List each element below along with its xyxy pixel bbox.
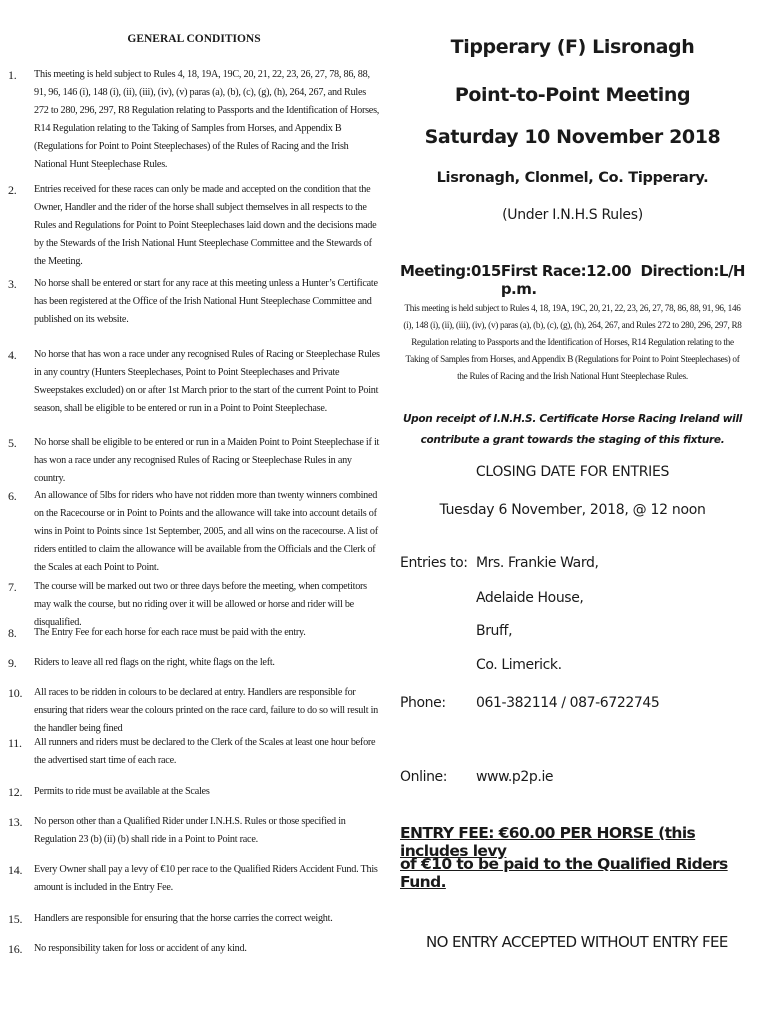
entries-address-line: Adelaide House, [476, 590, 584, 606]
meeting-location: Lisronagh, Clonmel, Co. Tipperary. [436, 170, 709, 186]
condition-number: 15. [8, 912, 23, 926]
phone-label: Phone: [400, 695, 446, 711]
general-conditions-title: GENERAL CONDITIONS [127, 33, 261, 45]
condition-text: The course will be marked out two or three days before the meeting, when competitors may walk the course, but no riding over it will be allowed or horse and rider will be disqualified. [34, 581, 367, 628]
meeting-title: Tipperary (F) Lisronagh [450, 36, 695, 58]
entries-address-line: Bruff, [476, 623, 513, 639]
closing-date-heading: CLOSING DATE FOR ENTRIES [475, 464, 670, 480]
no-entry-notice: NO ENTRY ACCEPTED WITHOUT ENTRY FEE [426, 933, 728, 951]
condition-item [8, 66, 380, 174]
condition-number: 6. [8, 489, 17, 503]
first-race-time: First Race:12.00 p.m. [500, 262, 632, 298]
condition-number: 5. [8, 436, 17, 450]
closing-date-value: Tuesday 6 November, 2018, @ 12 noon [439, 502, 706, 518]
condition-text: All runners and riders must be declared to the Clerk of the Scales at least one hour before the advertised start time of each race. [34, 737, 376, 766]
condition-text: No horse that has won a race under any recognised Rules of Racing or Steeplechase Rules in any country (Hunters Steeplechases, Point to Point Steeplechases and Private Sweepstakes excluded) on or after 1st March prior to the start of the current Point to Point season, shall be eligible to be entered or run in a Point to Point Steeplechase. [34, 349, 380, 414]
condition-number: 14. [8, 863, 23, 877]
condition-item [8, 940, 380, 958]
condition-text: The Entry Fee for each horse for each race must be paid with the entry. [34, 627, 306, 638]
rules-paragraph: This meeting is held subject to Rules 4, 18, 19A, 19C, 20, 21, 22, 23, 26, 27, 78, 86, 88, 91, 96, 146 (i), 148 (i), (ii), (iii), (iv), (v) paras (a), (b), (c), (g), (h), 264, 267, and Rules 272 to 280, 296, 297, R8 Regulation relating to Passports and the Identification of Horses, R14 Regulation relating to the Taking of Samples from Horses, and Appendix B (Regulations for Point to Point Steeplechases) of the Rules of Racing and the Irish National Hunt Steeplechase Rules. [403, 303, 742, 381]
condition-text: This meeting is held subject to Rules 4, 18, 19A, 19C, 20, 21, 22, 23, 26, 27, 78, 86, 88, 91, 96, 146 (i), 148 (i), (ii), (iii), (iv), (v) paras (a), (b), (c), (g), (h), 264, 267, and Rules 272 to 280, 296, 297, R8 Regulation relating to Passports and the Identification of Horses, R14 Regulation relating to the Taking of Samples from Horses, and Appendix B (Regulations for Point to Point Steeplechases) of the Rules of Racing and the Irish National Hunt Steeplechase Rules. [34, 69, 380, 170]
condition-text: Every Owner shall pay a levy of €10 per race to the Qualified Riders Accident Fund. This amount is included in the Entry Fee. [34, 864, 378, 893]
condition-text: Entries received for these races can only be made and accepted on the condition that the Owner, Handler and the rider of the horse shall subject themselves in all respects to the Rules and Regulations for Point to Point Steeplechases laid down and the decisions made by the Stewards of the Irish National Hunt Steeplechase Committee and the Stewards of the Meeting. [34, 184, 377, 267]
condition-number: 4. [8, 348, 17, 362]
condition-text: Permits to ride must be available at the Scales [34, 786, 210, 797]
phone-value: 061-382114 / 087-6722745 [476, 695, 660, 711]
condition-item [8, 275, 380, 329]
condition-text: No horse shall be entered or start for any race at this meeting unless a Hunter’s Certificate has been registered at the Office of the Irish National Hunt Steeplechase Committee and published on its website. [34, 278, 378, 325]
entries-address-line: Mrs. Frankie Ward, [476, 555, 599, 571]
condition-number: 12. [8, 785, 23, 799]
rules-note: (Under I.N.H.S Rules) [502, 207, 643, 223]
condition-number: 1. [8, 68, 17, 82]
entries-address-line: Co. Limerick. [476, 657, 562, 673]
condition-number: 10. [8, 686, 23, 700]
condition-item [8, 487, 380, 577]
condition-item [8, 861, 380, 897]
online-link[interactable]: www.p2p.ie [476, 769, 554, 785]
condition-number: 11. [8, 736, 22, 750]
entries-label: Entries to: [400, 555, 468, 571]
condition-text: Riders to leave all red flags on the right, white flags on the left. [34, 657, 275, 668]
condition-number: 9. [8, 656, 17, 670]
course-direction: Direction:L/H [640, 262, 745, 280]
condition-number: 3. [8, 277, 17, 291]
condition-item [8, 181, 380, 271]
general-conditions-column [8, 30, 380, 64]
meeting-info-row [400, 262, 745, 298]
meeting-date: Saturday 10 November 2018 [424, 126, 721, 148]
meeting-subtitle: Point-to-Point Meeting [454, 84, 691, 106]
condition-item [8, 684, 380, 738]
online-label: Online: [400, 769, 448, 785]
condition-item [8, 624, 380, 642]
grant-notice: Upon receipt of I.N.H.S. Certificate Horse Racing Ireland will contribute a grant towards the staging of this fixture. [402, 413, 743, 446]
condition-number: 16. [8, 942, 23, 956]
condition-item [8, 813, 380, 849]
condition-number: 7. [8, 580, 17, 594]
condition-number: 13. [8, 815, 23, 829]
condition-item [8, 434, 380, 488]
condition-item [8, 783, 380, 801]
entry-fee-line-2: of €10 to be paid to the Qualified Riders Fund. [400, 855, 728, 891]
condition-item [8, 654, 380, 672]
condition-item [8, 910, 380, 928]
entry-fee-line-1: ENTRY FEE: €60.00 PER HORSE (this includes levy [400, 824, 696, 860]
condition-text: No person other than a Qualified Rider under I.N.H.S. Rules or those specified in Regulation 23 (b) (ii) (b) shall ride in a Point to Point race. [34, 816, 346, 845]
condition-text: No responsibility taken for loss or accident of any kind. [34, 943, 247, 954]
condition-text: All races to be ridden in colours to be declared at entry. Handlers are responsible for ensuring that riders wear the colours printed on the race card, failure to do so will result in the handler being fined [34, 687, 379, 734]
condition-number: 8. [8, 626, 17, 640]
condition-text: No horse shall be eligible to be entered or run in a Maiden Point to Point Steeplechase if it has won a race under any recognised Rules of Racing or Steeplechase Rules in any country. [34, 437, 380, 484]
condition-number: 2. [8, 183, 17, 197]
condition-item [8, 346, 380, 418]
meeting-number: Meeting:015 [400, 262, 501, 280]
condition-text: An allowance of 5lbs for riders who have not ridden more than twenty winners combined on the Racecourse or in Point to Points and the allowance will take into account details of wins in Point to Points since 1st September, 2005, and all wins on the racecourse. A list of riders entitled to claim the allowance will be available from the Officials and the Clerk of the Scales at each Point to Point. [34, 490, 378, 573]
condition-text: Handlers are responsible for ensuring that the horse carries the correct weight. [34, 913, 333, 924]
condition-item [8, 734, 380, 770]
